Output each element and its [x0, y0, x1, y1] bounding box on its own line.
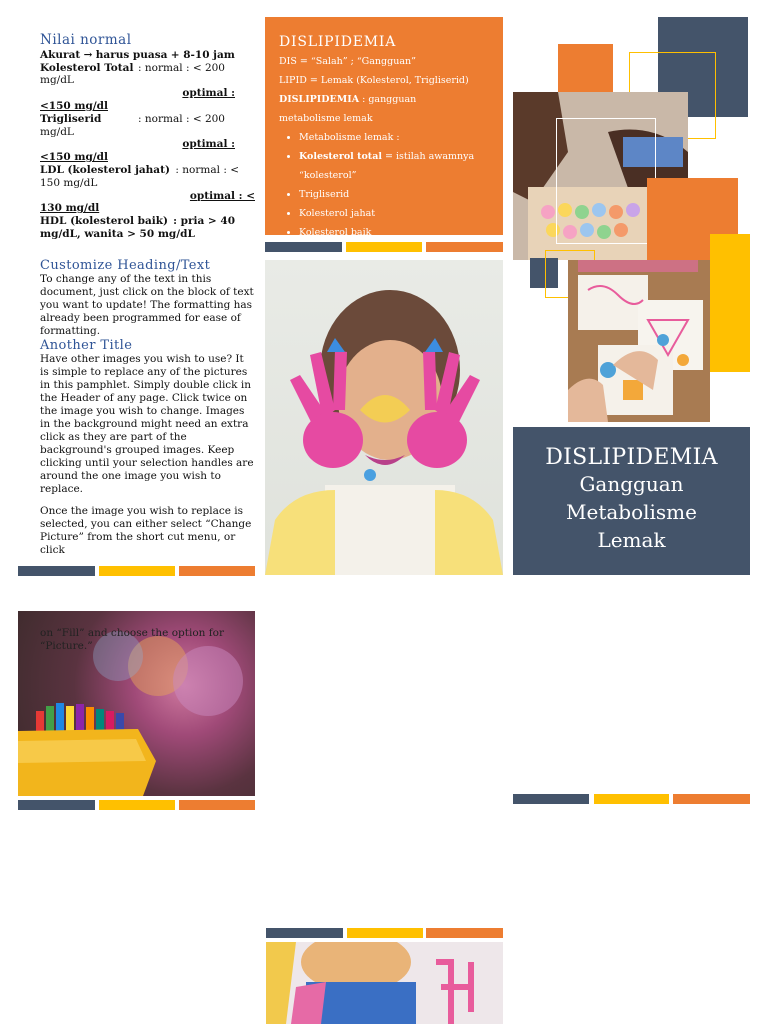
- accent-bar-gold: [99, 800, 175, 810]
- akurat-line: [40, 49, 255, 62]
- info-bullet: [299, 128, 503, 147]
- accent-bar-gold: [347, 928, 423, 938]
- info-line-dis: DIS = “Salah” ; “Gangguan”: [279, 56, 416, 67]
- accent-bar-orange: [426, 242, 503, 252]
- info-line-lipid: LIPID = Lemak (Kolesterol, Trigliserid): [279, 75, 469, 86]
- info-line-definition: [279, 90, 503, 109]
- girl-at-board-photo: [266, 942, 503, 1024]
- info-definition-term: DISLIPIDEMIA: [279, 94, 360, 105]
- info-bullet: [299, 204, 503, 223]
- customize-body: To change any of the text in this document, just click on the block of text you want to update! The formatting has already been programmed for ease of formatting.: [40, 273, 254, 337]
- customize-heading: Customize Heading/Text: [40, 258, 211, 273]
- info-bullet-text: Kolesterol jahat: [299, 208, 376, 219]
- ldl-optimal: optimal : <: [189, 189, 255, 202]
- accent-bar-gold: [346, 242, 422, 252]
- drawing-illustration: [568, 260, 710, 422]
- accent-bar-navy: [266, 928, 343, 938]
- info-bullet-list: [265, 128, 503, 235]
- akurat-label: Akurat: [40, 48, 81, 61]
- dislipidemia-info-box: [265, 17, 503, 235]
- arrow-icon: →: [83, 48, 93, 61]
- trigliserid-optimal-value: <150 mg/dl: [40, 151, 108, 164]
- info-bullet-text: = istilah awamnya “kolesterol”: [299, 151, 475, 181]
- accent-bar-orange: [179, 566, 255, 576]
- decor-outline-white: [556, 118, 656, 244]
- another-title-heading: Another Title: [40, 338, 133, 353]
- accent-bar-orange: [673, 794, 750, 804]
- child-drawing-photo: [568, 260, 710, 422]
- another-title-body-1: Have other images you wish to use? It is simple to replace any of the pictures in this pamphlet. Simply double click in the Header of any page. Click twice on the image you wish to change. Images in the background might need an extra click as they are part of the background's grouped images. Keep clicking until your selection handles are around the one image you wish to replace.: [40, 353, 254, 495]
- kolesterol-total-optimal-value: <150 mg/dl: [40, 99, 108, 112]
- info-bullet-text: Metabolisme lemak :: [299, 132, 400, 143]
- trigliserid-label: Trigliserid: [40, 112, 102, 125]
- trigliserid-optimal: optimal :: [182, 138, 235, 151]
- ldl-label: LDL (kolesterol jahat): [40, 163, 170, 176]
- another-title-body-3: on “Fill” and choose the option for “Picture.”: [40, 627, 224, 652]
- ldl-unit: 150 mg/dL: [40, 176, 98, 189]
- accent-bar-orange: [426, 928, 503, 938]
- ldl-optimal-value: 130 mg/dl: [40, 202, 100, 215]
- another-title-body-2: Once the image you wish to replace is selected, you can either select “Change Picture” from the short cut menu, or click: [40, 505, 252, 556]
- hdl-value: : pria > 40: [173, 215, 235, 228]
- pamphlet-title-block: [513, 427, 750, 575]
- trigliserid-normal: : normal : < 200: [138, 112, 225, 125]
- info-bullet-text: Kolesterol baik: [299, 227, 372, 235]
- puasa-label: harus puasa: [95, 48, 168, 61]
- nilai-normal-heading: Nilai normal: [40, 32, 132, 48]
- title-gangguan: Gangguan: [579, 472, 684, 496]
- kolesterol-total-row: [40, 62, 255, 75]
- kolesterol-total-unit: mg/dL: [40, 74, 74, 87]
- hdl-label: HDL (kolesterol baik): [40, 215, 168, 228]
- info-bullet: [299, 147, 503, 185]
- info-bullet: [299, 185, 503, 204]
- accent-bar-orange: [179, 800, 255, 810]
- info-line-metabolisme: metabolisme lemak: [279, 113, 373, 124]
- nilai-normal-section: [40, 34, 255, 241]
- accent-bar-navy: [513, 794, 589, 804]
- accent-bar-navy: [265, 242, 342, 252]
- title-dislipidemia: DISLIPIDEMIA: [545, 445, 718, 470]
- accent-bar-navy: [18, 800, 95, 810]
- child-illustration: [265, 260, 503, 575]
- kolesterol-total-label: Kolesterol Total: [40, 61, 134, 74]
- crayons-box-photo: [18, 611, 255, 796]
- puasa-hours: + 8-10 jam: [170, 48, 235, 61]
- hdl-value-2: mg/dL, wanita > 50 mg/dL: [40, 227, 195, 240]
- ldl-row: [40, 164, 255, 177]
- child-painted-hands-photo: [265, 260, 503, 575]
- kolesterol-total-normal: : normal : < 200: [138, 61, 225, 74]
- info-box-heading: DISLIPIDEMIA: [279, 34, 397, 50]
- accent-bar-gold: [594, 794, 669, 804]
- kolesterol-total-optimal: optimal :: [182, 87, 235, 100]
- info-bullet: [299, 223, 503, 235]
- accent-bar-gold: [99, 566, 175, 576]
- hdl-row: [40, 215, 255, 228]
- girl-illustration: [266, 942, 503, 1024]
- customize-section: [40, 258, 255, 338]
- title-lemak: Lemak: [597, 528, 666, 552]
- trigliserid-unit: mg/dL: [40, 125, 74, 138]
- decor-strip-gold: [710, 234, 750, 372]
- decor-square-orange: [558, 44, 613, 92]
- title-metabolisme: Metabolisme: [566, 500, 697, 524]
- accent-bar-navy: [18, 566, 95, 576]
- info-bullet-text: Trigliserid: [299, 189, 350, 200]
- another-title-section: [40, 338, 255, 565]
- ldl-normal: : normal : <: [175, 163, 239, 176]
- info-definition-rest: : gangguan: [359, 94, 417, 105]
- trigliserid-row: [40, 113, 255, 126]
- info-bullet-bold: Kolesterol total: [299, 151, 382, 162]
